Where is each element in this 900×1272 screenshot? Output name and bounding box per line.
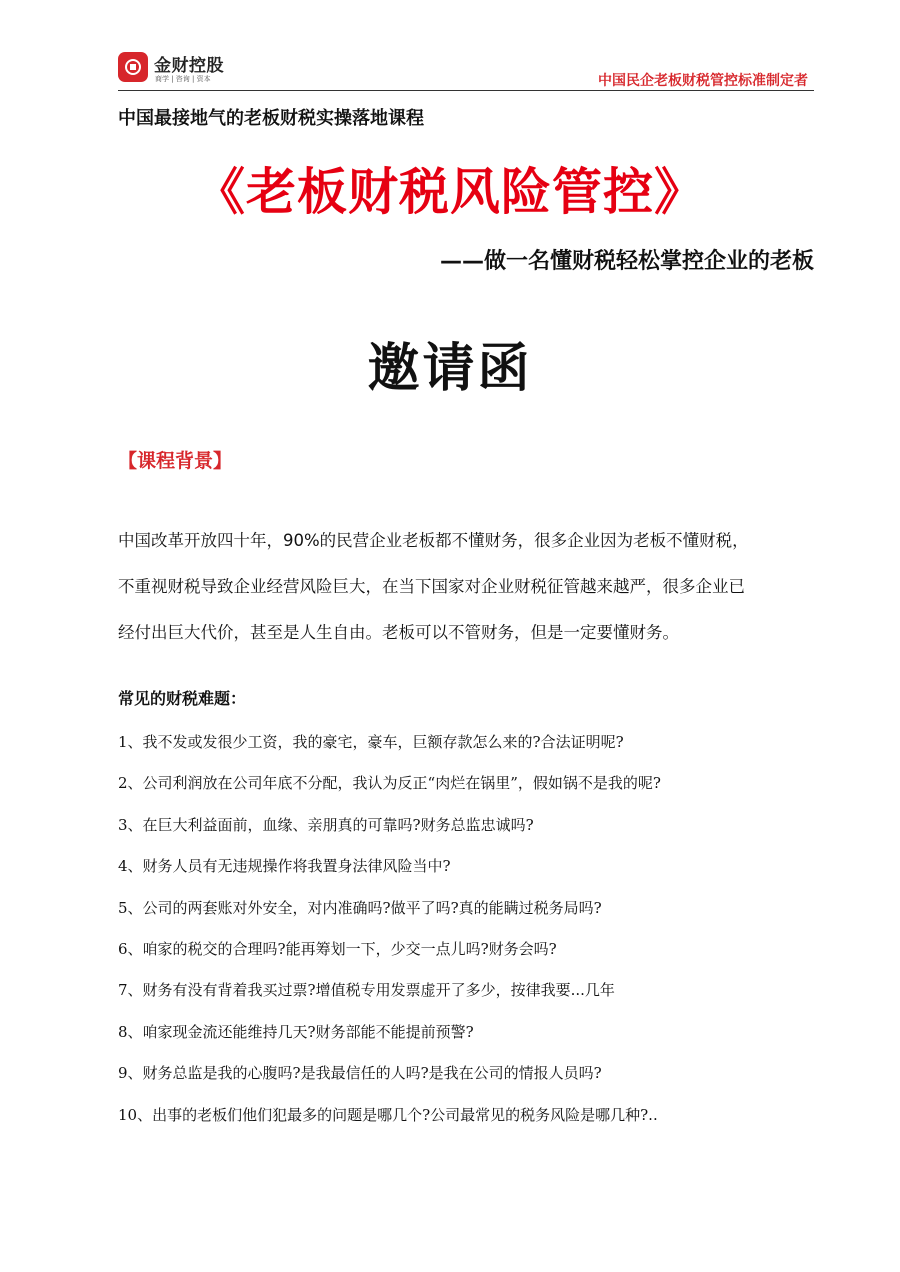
company-logo <box>118 50 238 88</box>
list-item: 9、财务总监是我的心腹吗?是我最信任的人吗?是我在公司的情报人员吗? <box>118 1064 602 1083</box>
list-item: 10、出事的老板们他们犯最多的问题是哪几个?公司最常见的税务风险是哪几种?.. <box>118 1105 658 1124</box>
logo-subtext: 商学 | 咨询 | 资本 <box>155 75 211 83</box>
invitation-title: 邀请函 <box>367 339 533 399</box>
list-item: 1、我不发或发很少工资，我的豪宅，豪车，巨额存款怎么来的?合法证明呢? <box>118 733 624 751</box>
problems-heading: 常见的财税难题： <box>118 689 247 708</box>
course-tagline: 中国最接地气的老板财税实操落地课程 <box>118 108 424 129</box>
page-header <box>118 50 814 92</box>
list-item: 2、公司利润放在公司年底不分配，我认为反正“肉烂在锅里”，假如锅不是我的呢? <box>118 774 661 793</box>
list-item: 4、财务人员有无违规操作将我置身法律风险当中? <box>118 857 451 876</box>
list-item: 8、咱家现金流还能维持几天?财务部能不能提前预警? <box>118 1022 474 1041</box>
course-subtitle: ——做一名懂财税轻松掌控企业的老板 <box>439 249 814 274</box>
list-item: 5、公司的两套账对外安全，对内准确吗?做平了吗?真的能瞒过税务局吗? <box>118 898 602 917</box>
list-item: 6、咱家的税交的合理吗?能再筹划一下，少交一点儿吗?财务会吗? <box>118 939 557 958</box>
paragraph-line: 不重视财税导致企业经营风险巨大，在当下国家对企业财税征管越来越严，很多企业已 <box>118 577 745 596</box>
paragraph-line: 经付出巨大代价，甚至是人生自由。老板可以不管财务，但是一定要懂财务。 <box>118 623 679 642</box>
list-item: 3、在巨大利益面前，血缘、亲朋真的可靠吗?财务总监忠诚吗? <box>118 815 534 834</box>
header-slogan: 中国民企老板财税管控标准制定者 <box>598 73 808 89</box>
background-paragraph <box>118 518 808 656</box>
logo-mark-icon <box>118 52 148 82</box>
problem-list <box>118 722 818 1136</box>
course-title: 《老板财税风险管控》 <box>195 163 705 221</box>
header-divider <box>118 90 814 91</box>
section-heading-background: 【课程背景】 <box>118 450 233 472</box>
paragraph-line: 中国改革开放四十年，90%的民营企业老板都不懂财务，很多企业因为老板不懂财税， <box>118 531 749 550</box>
list-item: 7、财务有没有背着我买过票?增值税专用发票虚开了多少，按律我要...几年 <box>118 981 615 1000</box>
logo-name: 金财控股 <box>154 56 224 76</box>
